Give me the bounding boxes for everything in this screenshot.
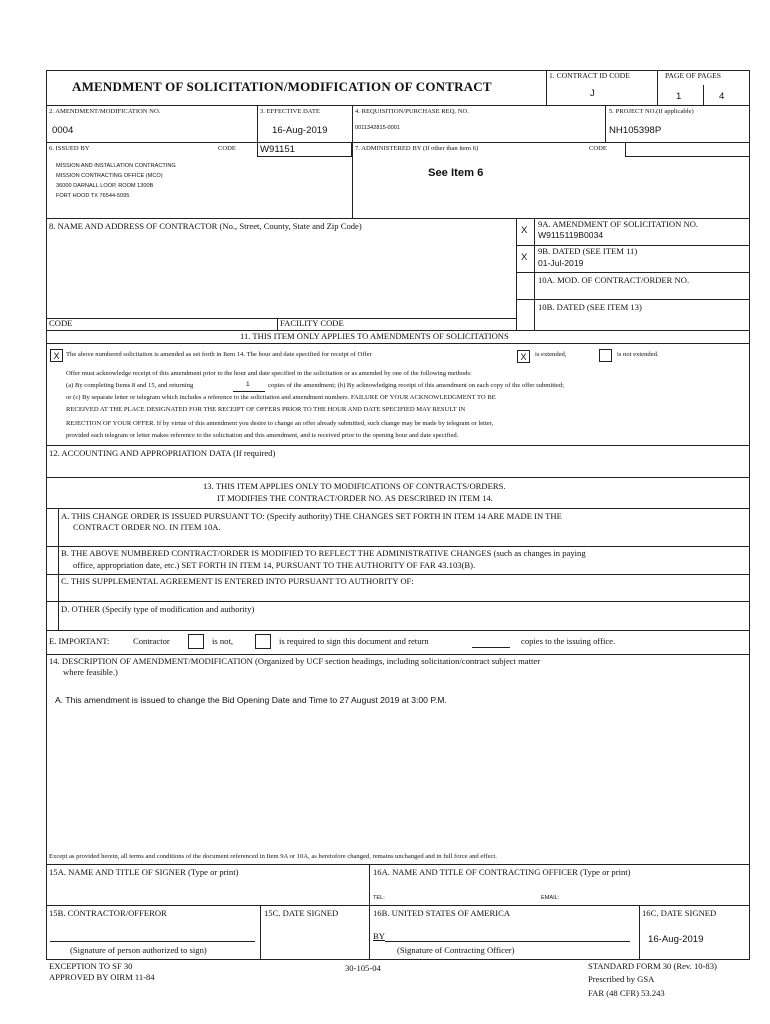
dated-9b-mark: X [521,252,528,263]
divider [546,70,547,105]
form-title: AMENDMENT OF SOLICITATION/MODIFICATION OF CONTRACT [72,79,492,94]
dated-9b: 01-Jul-2019 [538,258,584,268]
divider [605,105,606,142]
contract-id-code-label: 1. CONTRACT ID CODE [549,71,630,80]
sig-officer-label: (Signature of Contracting Officer) [397,945,515,955]
copies-underline [233,391,265,392]
divider [58,508,59,630]
contractor-label: 8. NAME AND ADDRESS OF CONTRACTOR (No., Street, County, State and Zip Code) [49,221,362,231]
item13-heading-2: IT MODIFIES THE CONTRACT/ORDER NO. AS DESCRIBED IN ITEM 14. [217,493,493,503]
divider [516,218,517,330]
item11-para-4: RECEIVED AT THE PLACE DESIGNATED FOR THE RECEIPT OF OFFERS PRIOR TO THE HOUR AND DATE SPECIFIED MAY RESULT IN [66,406,466,413]
issued-by-code: W91151 [260,144,296,155]
issuer-line-1: MISSION AND INSTALLATION CONTRACTING [56,163,176,169]
item14-label-2: where feasible.) [63,667,118,677]
footer-std-form: STANDARD FORM 30 (Rev. 10-83) [588,961,717,971]
footer-exception: EXCEPTION TO SF 30 [49,961,133,971]
officer-label: 16A. NAME AND TITLE OF CONTRACTING OFFICER (Type or print) [373,867,631,877]
usa-label: 16B. UNITED STATES OF AMERICA [373,908,511,918]
mod-contract-label: 10A. MOD. OF CONTRACT/ORDER NO. [538,275,690,285]
divider [352,105,353,142]
item13-b-1: B. THE ABOVE NUMBERED CONTRACT/ORDER IS MODIFIED TO REFLECT THE ADMINISTRATIVE CHANGES (such as changes in paying [61,548,586,558]
not-extended-checkbox[interactable] [599,349,612,362]
footer-center: 30-105-04 [345,963,381,973]
divider [46,546,750,547]
item12-label: 12. ACCOUNTING AND APPROPRIATION DATA (If required) [49,448,276,458]
facility-code-label: FACILITY CODE [280,318,344,328]
divider [46,574,750,575]
page-number: 1 [676,91,682,102]
item11-para-6: provided each telegram or letter makes reference to the solicitation and this amendment, and is received prior to the opening hour and date specified. [66,432,459,439]
item13-heading-1: 13. THIS ITEM APPLIES ONLY TO MODIFICATIONS OF CONTRACTS/ORDERS. [203,481,506,491]
item11-statement: The above numbered solicitation is amended as set forth in Item 14. The hour and date specified for receipt of Offer [66,351,372,358]
amend-sol-label: 9A. AMENDMENT OF SOLICITATION NO. [538,219,699,229]
dated-9b-label: 9B. DATED (SEE ITEM 11) [538,246,638,256]
amend-sol-mark: X [521,225,528,236]
item13-a-1: A. THIS CHANGE ORDER IS ISSUED PURSUANT TO: (Specify authority) THE CHANGES SET FORTH IN ITEM 14 ARE MADE IN THE [61,511,562,521]
divider [46,905,750,906]
requisition-label: 4. REQUISITION/PURCHASE REQ. NO. [355,108,469,115]
divider [46,630,750,631]
divider [534,218,535,330]
item14-except: Except as provided herein, all terms and conditions of the document referenced in Item 9A or 10A, as heretofore changed, remains unchanged and in full force and effect. [49,853,497,860]
divider [257,105,258,142]
item14-label-1: 14. DESCRIPTION OF AMENDMENT/MODIFICATION (Organized by UCF section headings, including solicitation/contract subject matter [49,656,541,666]
tel-label: TEL: [373,895,385,901]
divider [703,85,704,105]
item13-b-2: office, appropriation date, etc.) SET FORTH IN ITEM 14, PURSUANT TO THE AUTHORITY OF FAR 43.103(B). [73,560,476,570]
signer-label: 15A. NAME AND TITLE OF SIGNER (Type or print) [49,867,239,877]
item11-para-2a: (a) By completing Items 8 and 15, and returning [66,382,194,389]
is-required-checkbox[interactable] [255,634,271,649]
divider [46,864,750,865]
divider [369,864,370,960]
is-not-label: is not, [212,636,234,646]
divider [46,654,750,655]
item11-para-1: Offer must acknowledge receipt of this amendment prior to the hour and date specified in the solicitation or as amended by one of the following methods: [66,370,472,377]
issued-by-code-label: CODE [218,145,236,152]
date-signed-16c-label: 16C. DATE SIGNED [642,908,717,918]
item11-checkbox[interactable]: X [50,349,63,362]
divider [46,343,750,344]
footer-approved: APPROVED BY OIRM 11-84 [49,972,155,982]
item13-a-2: CONTRACT ORDER NO. IN ITEM 10A. [73,522,221,532]
divider [352,142,353,218]
divider [46,445,750,446]
page-of-pages-label: PAGE OF PAGES [665,71,721,80]
sig-person-label: (Signature of person authorized to sign) [70,945,207,955]
effective-date: 16-Aug-2019 [272,125,328,136]
date-signed-15c-label: 15C. DATE SIGNED [264,908,339,918]
item13-d: D. OTHER (Specify type of modification and authority) [61,604,255,614]
item13-c: C. THIS SUPPLEMENTAL AGREEMENT IS ENTERED INTO PURSUANT TO AUTHORITY OF: [61,576,414,586]
extended-checkbox[interactable]: X [517,350,530,363]
divider [516,272,750,273]
signature-line-contractor [50,941,255,942]
divider [277,318,278,330]
divider [46,477,750,478]
issuer-line-3: 36000 DARNALL LOOP, ROOM 1300B [56,183,154,189]
item14-description: A. This amendment is issued to change the Bid Opening Date and Time to 27 August 2019 at 3:00 P.M. [55,695,447,705]
project-no: NH105398P [609,125,662,136]
issuer-line-2: MISSION CONTRACTING OFFICE (MCO) [56,173,163,179]
divider [657,70,658,105]
item11-para-2b: copies of the amendment; (b) By acknowledging receipt of this amendment on each copy of the offer submitted; [268,382,564,389]
administered-by-code-box [625,142,750,157]
copies-return-underline [472,647,510,648]
signature-line-officer [385,941,630,942]
copies-count: 1 [246,381,250,388]
divider [516,299,750,300]
item11-para-5: REJECTION OF YOUR OFFER. If by virtue of this amendment you desire to change an offer already submitted, such change may be made by telegram or letter, [66,420,494,427]
is-not-checkbox[interactable] [188,634,204,649]
amendment-no-label: 2. AMENDMENT/MODIFICATION NO. [49,108,161,115]
administered-by-label: 7. ADMINISTERED BY (If other than item 6) [355,145,479,152]
contractor-code-label: CODE [49,318,73,328]
date-signed-16c: 16-Aug-2019 [648,934,704,945]
issued-by-label: 6. ISSUED BY [49,145,90,152]
page-count: 4 [719,91,725,102]
not-extended-label: is not extended. [617,351,659,358]
divider [46,105,750,106]
amend-sol-no: W9115119B0034 [538,230,604,240]
divider [46,508,750,509]
divider [639,905,640,960]
administered-by-code-label: CODE [589,145,607,152]
extended-label: is extended, [535,351,567,358]
offeror-label: 15B. CONTRACTOR/OFFEROR [49,908,167,918]
footer-prescribed: Prescribed by GSA [588,974,655,984]
effective-date-label: 3. EFFECTIVE DATE [260,108,320,115]
administered-by-value: See Item 6 [428,167,484,179]
requisition-no: 0011342815-0001 [355,125,401,131]
divider [46,601,750,602]
divider [260,905,261,960]
is-required-label: is required to sign this document and return [279,636,429,646]
important-label: E. IMPORTANT: [49,636,110,646]
footer-far: FAR (48 CFR) 53.243 [588,988,665,998]
copies-to-label: copies to the issuing office. [521,636,616,646]
amendment-no: 0004 [52,125,74,136]
contract-id-code: J [590,88,595,99]
email-label: EMAIL: [541,895,560,901]
dated-10b-label: 10B. DATED (SEE ITEM 13) [538,302,642,312]
item11-heading: 11. THIS ITEM ONLY APPLIES TO AMENDMENTS OF SOLICITATIONS [240,331,509,341]
project-no-label: 5. PROJECT NO.(If applicable) [609,108,694,115]
issuer-line-4: FORT HOOD TX 76544-5095 [56,193,130,199]
item11-para-3: or (c) By separate letter or telegram which includes a reference to the solicitation and amendment numbers. FAILURE OF YOUR ACKNOWLEDGMENT TO BE [66,394,496,401]
contractor-label-e: Contractor [133,636,170,646]
by-label: BY [373,931,385,941]
